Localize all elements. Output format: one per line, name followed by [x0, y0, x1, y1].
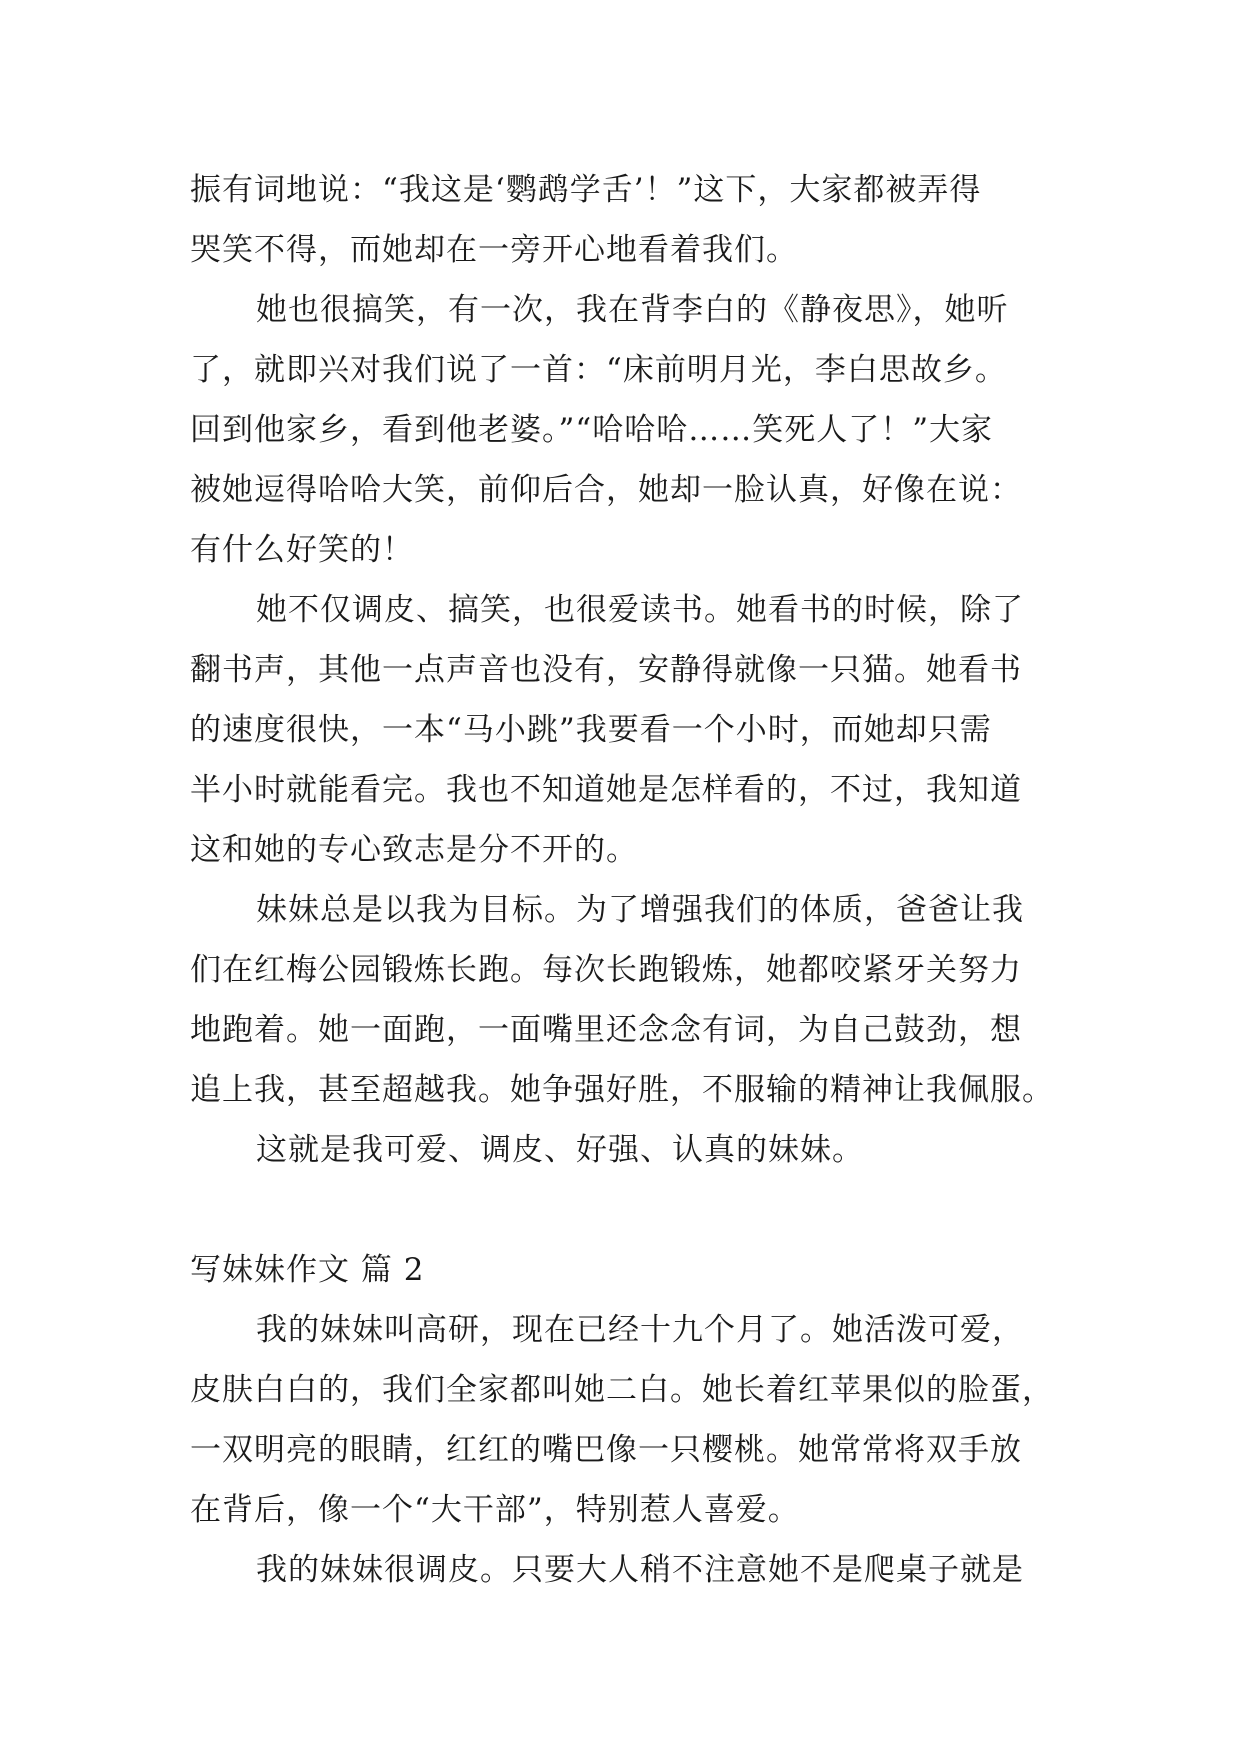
text-line: 回到他家乡，看到他老婆。”“哈哈哈……笑死人了！”大家: [190, 412, 994, 448]
text-line: 振有词地说：“我这是‘鹦鹉学舌’！”这下，大家都被弄得: [190, 172, 982, 208]
document-page: [190, 160, 1054, 1600]
text-line: 了，就即兴对我们说了一首：“床前明月光，李白思故乡。: [190, 352, 1007, 388]
text-line: 地跑着。她一面跑，一面嘴里还念念有词，为自己鼓劲，想: [190, 1012, 1022, 1048]
text-line: 在背后，像一个“大干部”，特别惹人喜爱。: [190, 1492, 800, 1528]
text-line: 皮肤白白的，我们全家都叫她二白。她长着红苹果似的脸蛋，: [190, 1372, 1054, 1408]
text-line: 哭笑不得，而她却在一旁开心地看着我们。: [190, 232, 798, 268]
text-line: 翻书声，其他一点声音也没有，安静得就像一只猫。她看书: [190, 652, 1022, 688]
text-line: 的速度很快，一本“马小跳”我要看一个小时，而她却只需: [190, 712, 992, 748]
text-line: 这和她的专心致志是分不开的。: [190, 832, 638, 868]
paragraph-start-line: 这就是我可爱、调皮、好强、认真的妹妹。: [256, 1132, 864, 1168]
paragraph-start-line: 我的妹妹很调皮。只要大人稍不注意她不是爬桌子就是: [256, 1552, 1024, 1588]
text-line: 有什么好笑的！: [190, 532, 414, 568]
paragraph-start-line: 她不仅调皮、搞笑，也很爱读书。她看书的时候，除了: [256, 592, 1024, 628]
text-line: 一双明亮的眼睛，红红的嘴巴像一只樱桃。她常常将双手放: [190, 1432, 1022, 1468]
text-line: 们在红梅公园锻炼长跑。每次长跑锻炼，她都咬紧牙关努力: [190, 952, 1022, 988]
essay-part-2: [190, 1300, 1054, 1600]
text-line: 追上我，甚至超越我。她争强好胜，不服输的精神让我佩服。: [190, 1072, 1054, 1108]
paragraph-start-line: 妹妹总是以我为目标。为了增强我们的体质，爸爸让我: [256, 892, 1024, 928]
text-line: 被她逗得哈哈大笑，前仰后合，她却一脸认真，好像在说：: [190, 472, 1022, 508]
essay-part-1: [190, 160, 1054, 1180]
text-line: 半小时就能看完。我也不知道她是怎样看的，不过，我知道: [190, 772, 1022, 808]
paragraph-start-line: 我的妹妹叫高研，现在已经十九个月了。她活泼可爱，: [256, 1312, 1024, 1348]
section-gap: [190, 1180, 1050, 1240]
section-title: 写妹妹作文 篇 2: [190, 1252, 425, 1288]
paragraph-start-line: 她也很搞笑，有一次，我在背李白的《静夜思》，她听: [256, 292, 1009, 328]
